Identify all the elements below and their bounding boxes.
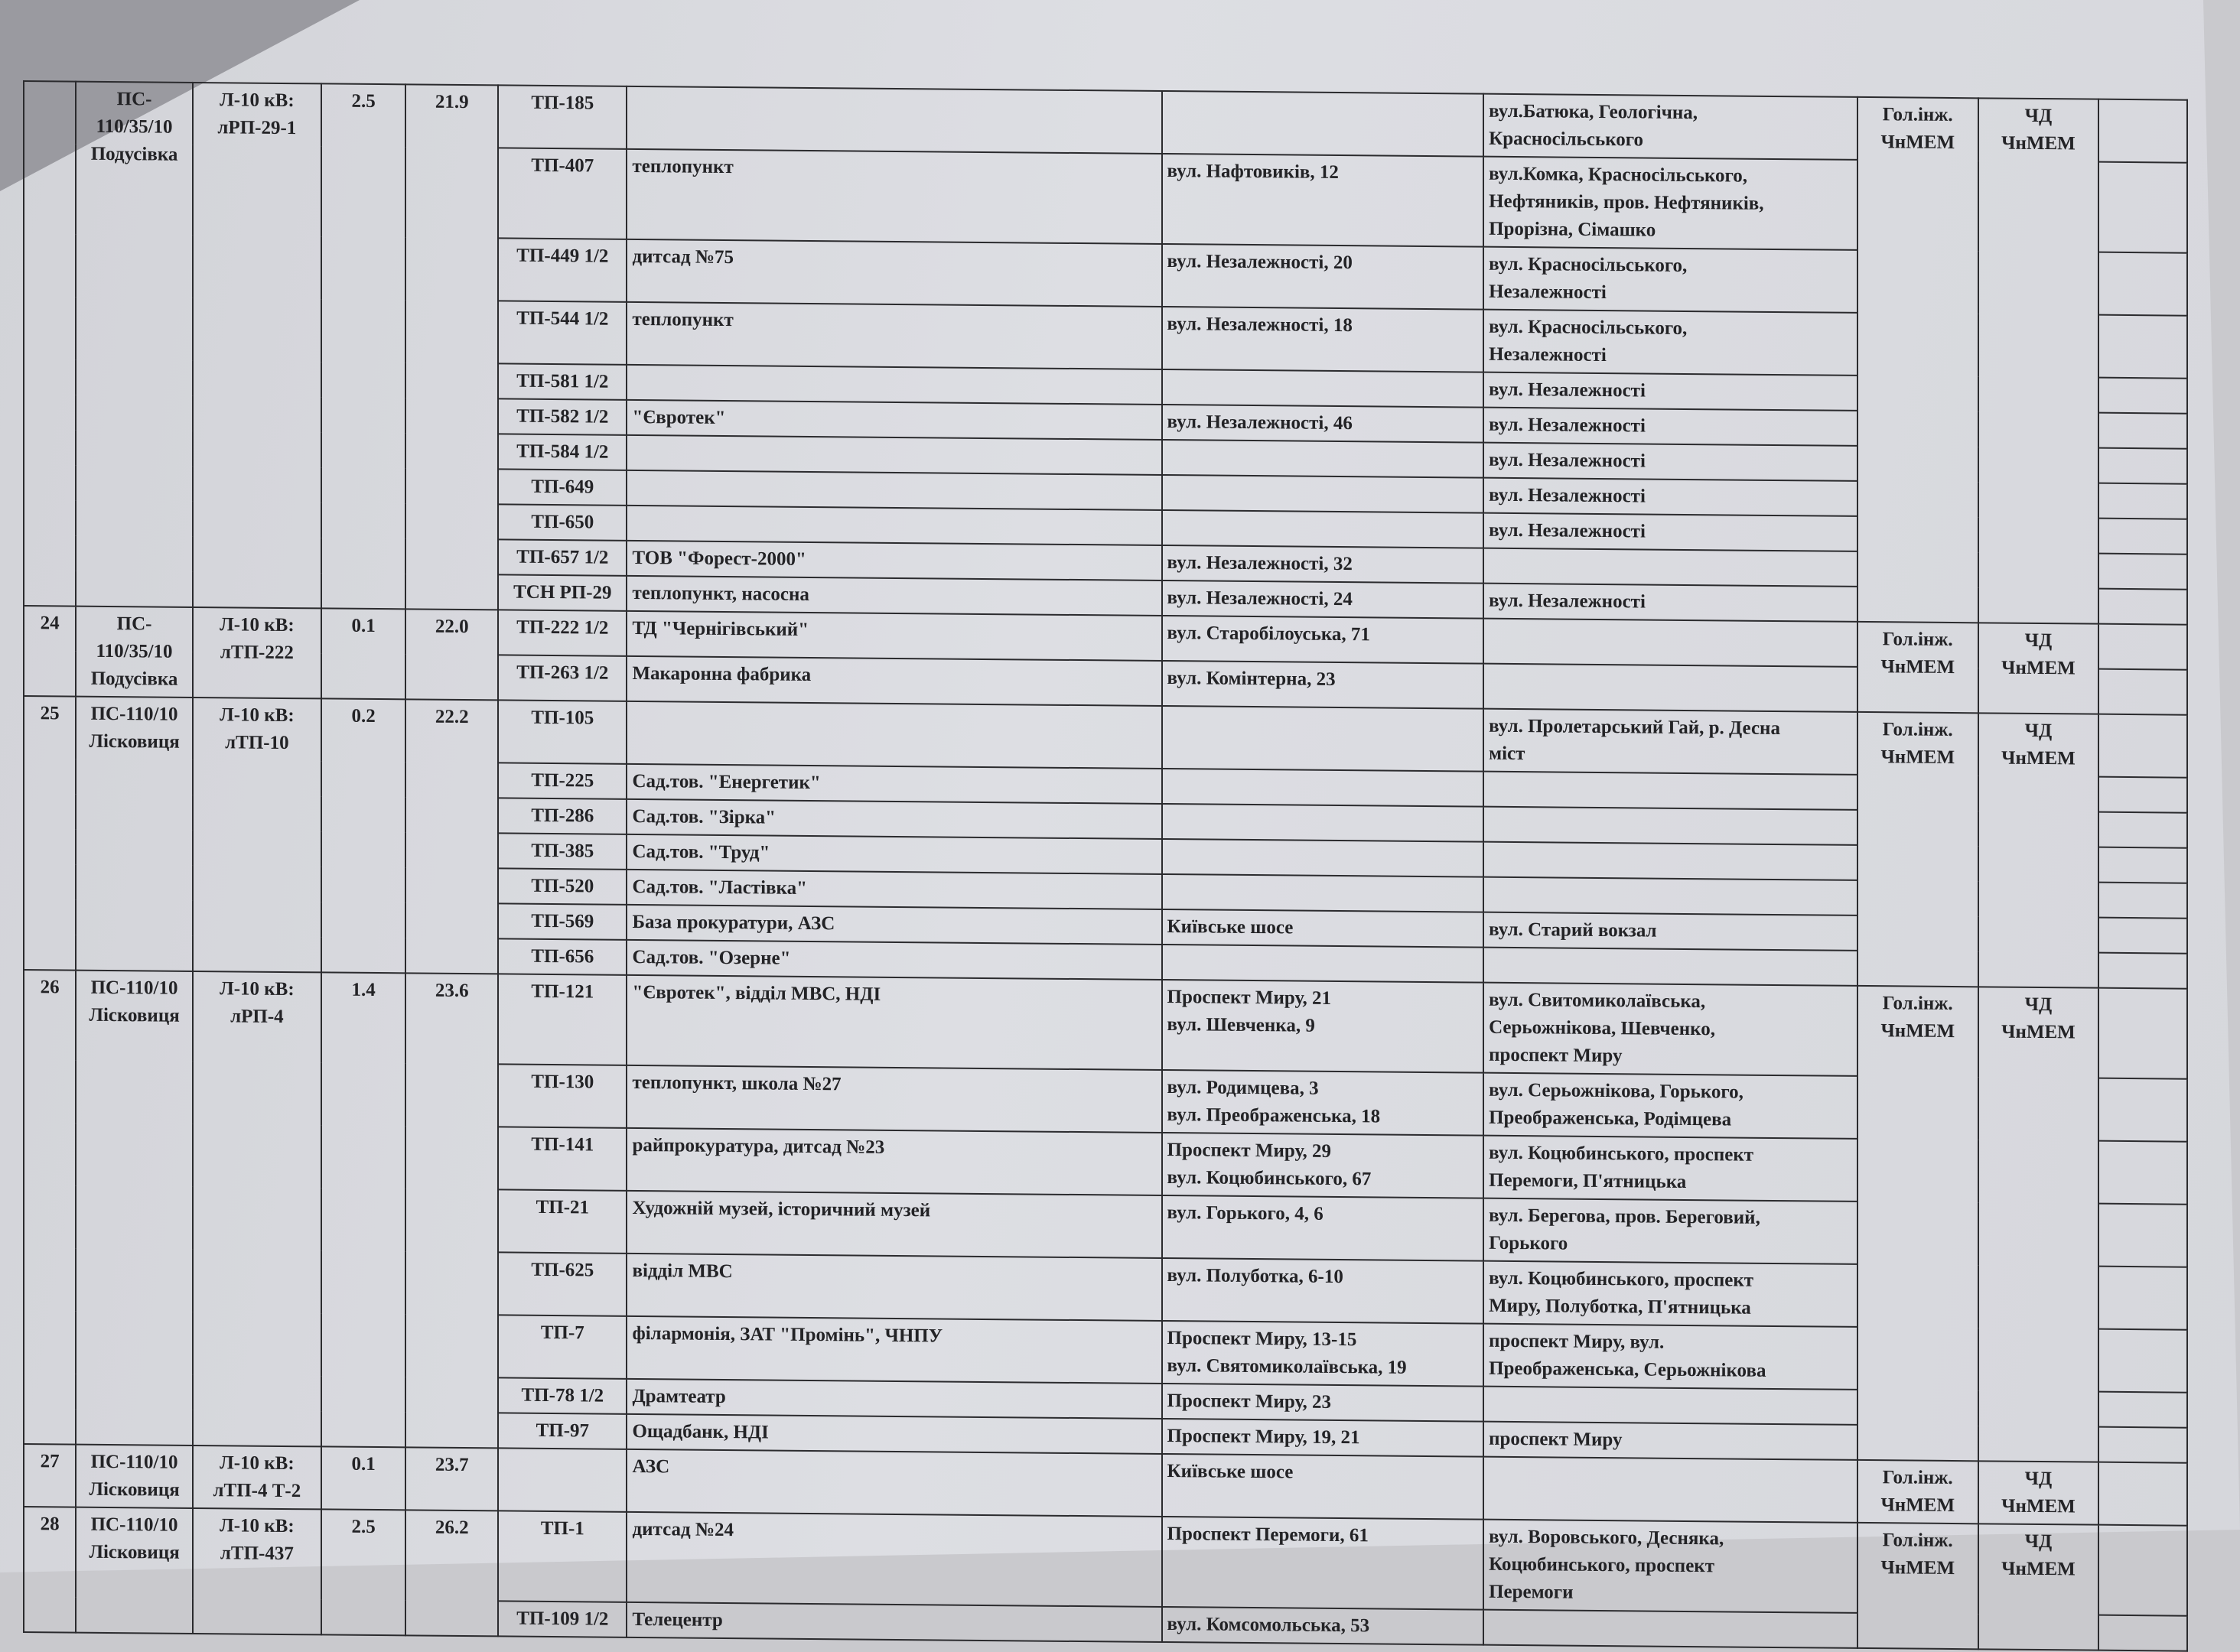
responsible-chief-engineer: Гол.інж. ЧнМЕМ (1857, 1523, 1978, 1649)
blank-cell (2098, 669, 2187, 715)
cumulative-load-value: 21.9 (405, 84, 498, 610)
consumer-name (627, 365, 1161, 405)
responsible-dispatcher: ЧД ЧнМЕМ (1978, 623, 2099, 714)
affected-streets: вул. Берегова, пров. Береговий, Горького (1483, 1198, 1857, 1264)
transformer-station: ТП-263 1/2 (498, 655, 627, 701)
transformer-station: ТСН РП-29 (498, 574, 627, 610)
consumer-address: вул. Комінтерна, 23 (1162, 661, 1484, 709)
affected-streets (1483, 1610, 1857, 1648)
blank-cell (2098, 519, 2187, 554)
feeder-line: Л-10 кВ: лТП-222 (193, 607, 321, 698)
consumer-address: вул. Незалежності, 18 (1162, 307, 1484, 372)
feeder-line: Л-10 кВ: лТП-437 (193, 1508, 321, 1634)
blank-cell (2098, 988, 2187, 1079)
consumer-name: Художній музей, історичний музей (627, 1191, 1161, 1258)
transformer-station: ТП-656 (498, 938, 627, 974)
consumer-address: Проспект Миру, 23 (1162, 1384, 1484, 1422)
consumer-name: Драмтеатр (627, 1379, 1161, 1419)
load-value: 2.5 (321, 83, 405, 609)
consumer-address: Проспект Миру, 21 вул. Шевченка, 9 (1162, 980, 1484, 1073)
consumer-name: Сад.тов. "Зірка" (627, 799, 1161, 839)
affected-streets: вул. Незалежності (1483, 408, 1857, 446)
affected-streets (1483, 548, 1857, 587)
consumer-address (1162, 475, 1484, 513)
transformer-station: ТП-130 (498, 1064, 627, 1127)
transformer-station: ТП-185 (498, 85, 627, 148)
blank-cell (2098, 1392, 2187, 1428)
affected-streets (1483, 877, 1857, 915)
consumer-address: Проспект Миру, 29 вул. Коцюбинського, 67 (1162, 1133, 1484, 1198)
blank-cell (2098, 315, 2187, 379)
blank-cell (2098, 1267, 2187, 1330)
consumer-name: Сад.тов. "Ластівка" (627, 870, 1161, 909)
affected-streets (1483, 1387, 1857, 1425)
blank-cell (2098, 162, 2187, 253)
affected-streets: вул. Незалежності (1483, 478, 1857, 516)
consumer-address: вул. Незалежності, 46 (1162, 405, 1484, 443)
consumer-address (1162, 874, 1484, 912)
consumer-address: вул. Комсомольська, 53 (1162, 1607, 1484, 1645)
blank-cell (2098, 252, 2187, 316)
blank-cell (2098, 554, 2187, 590)
blank-cell (2098, 1204, 2187, 1267)
affected-streets: вул. Незалежності (1483, 443, 1857, 481)
transformer-station: ТП-222 1/2 (498, 610, 627, 655)
blank-cell (2098, 1615, 2187, 1651)
affected-streets: проспект Миру, вул. Преображенська, Серьожнікова (1483, 1324, 1857, 1390)
consumer-name: "Євротек" (627, 400, 1161, 440)
blank-cell (2098, 1141, 2187, 1205)
transformer-station: ТП-121 (498, 974, 627, 1065)
transformer-station: ТП-407 (498, 148, 627, 239)
consumer-name: Ощадбанк, НДІ (627, 1414, 1161, 1454)
consumer-name: філармонія, ЗАТ "Промінь", ЧНПУ (627, 1316, 1161, 1384)
consumer-address: вул. Старобілоуська, 71 (1162, 616, 1484, 664)
blank-cell (2098, 378, 2187, 414)
consumer-address: Проспект Перемоги, 61 (1162, 1517, 1484, 1610)
transformer-station: ТП-97 (498, 1413, 627, 1449)
blank-cell (2098, 714, 2187, 778)
consumer-name (627, 470, 1161, 510)
cumulative-load-value: 22.2 (405, 699, 498, 974)
group-number: 26 (24, 970, 76, 1445)
cumulative-load-value: 23.7 (405, 1447, 498, 1511)
transformer-station: ТП-520 (498, 868, 627, 904)
transformer-station (498, 1448, 627, 1511)
blank-cell (2098, 624, 2187, 670)
consumer-name: ТД "Чернігівський" (627, 611, 1161, 661)
affected-streets (1483, 807, 1857, 845)
transformer-station: ТП-657 1/2 (498, 539, 627, 575)
blank-cell (2098, 777, 2187, 813)
consumer-name: теплопункт, насосна (627, 576, 1161, 616)
consumer-address (1162, 510, 1484, 548)
affected-streets (1483, 772, 1857, 810)
consumer-name: База прокуратури, АЗС (627, 905, 1161, 945)
responsible-dispatcher: ЧД ЧнМЕМ (1978, 98, 2099, 623)
cumulative-load-value: 26.2 (405, 1510, 498, 1636)
consumer-address: вул. Родимцева, 3 вул. Преображенська, 18 (1162, 1070, 1484, 1136)
affected-streets: вул. Свитомиколаївська, Серьожнікова, Шевченко, проспект Миру (1483, 983, 1857, 1076)
affected-streets (1483, 948, 1857, 986)
group-number: 25 (24, 696, 76, 971)
consumer-address: вул. Незалежності, 32 (1162, 545, 1484, 584)
load-value: 0.1 (321, 1446, 405, 1510)
affected-streets: вул. Старий вокзал (1483, 912, 1857, 951)
consumer-name: дитсад №24 (627, 1512, 1161, 1607)
blank-cell (2098, 883, 2187, 919)
group-number: 27 (24, 1444, 76, 1507)
responsible-chief-engineer: Гол.інж. ЧнМЕМ (1857, 622, 1978, 713)
blank-cell (2098, 99, 2187, 163)
group-number: 28 (24, 1507, 76, 1633)
affected-streets: вул. Пролетарський Гай, р. Десна міст (1483, 709, 1857, 775)
transformer-station: ТП-225 (498, 763, 627, 798)
consumer-name (627, 86, 1161, 154)
responsible-dispatcher: ЧД ЧнМЕМ (1978, 987, 2099, 1462)
consumer-name: райпрокуратура, дитсад №23 (627, 1128, 1161, 1195)
responsible-chief-engineer: Гол.інж. ЧнМЕМ (1857, 986, 1978, 1461)
transformer-station: ТП-584 1/2 (498, 434, 627, 470)
transformer-station: ТП-582 1/2 (498, 398, 627, 434)
consumer-name: Сад.тов. "Труд" (627, 834, 1161, 874)
affected-streets: вул. Коцюбинського, проспект Миру, Полуботка, П'ятницька (1483, 1261, 1857, 1327)
consumer-name (627, 435, 1161, 475)
affected-streets: проспект Миру (1483, 1422, 1857, 1460)
consumer-name: теплопункт (627, 149, 1161, 244)
transformer-station: ТП-1 (498, 1511, 627, 1602)
responsible-dispatcher: ЧД ЧнМЕМ (1978, 1461, 2099, 1524)
substation-name: ПС-110/10 Лісковиця (76, 1507, 192, 1634)
substation-name: ПС-110/10 Лісковиця (76, 1445, 192, 1508)
consumer-name: Телецентр (627, 1602, 1161, 1642)
consumer-address: Київське шосе (1162, 909, 1484, 948)
consumer-name: Сад.тов. "Енергетик" (627, 764, 1161, 804)
blank-cell (2098, 1078, 2187, 1142)
transformer-station: ТП-141 (498, 1127, 627, 1190)
responsible-chief-engineer: Гол.інж. ЧнМЕМ (1857, 1460, 1978, 1524)
consumer-address (1162, 804, 1484, 842)
group-number (24, 81, 76, 606)
load-value: 0.2 (321, 698, 405, 973)
feeder-line: Л-10 кВ: лРП-4 (193, 971, 321, 1446)
affected-streets: вул. Незалежності (1483, 372, 1857, 411)
substation-name: ПС- 110/35/10 Подусівка (76, 606, 192, 698)
transformer-station: ТП-7 (498, 1315, 627, 1378)
consumer-name: теплопункт, школа №27 (627, 1065, 1161, 1133)
affected-streets (1483, 842, 1857, 880)
consumer-address: Проспект Миру, 13-15 вул. Святомиколаївська, 19 (1162, 1321, 1484, 1387)
feeder-line: Л-10 кВ: лРП-29-1 (193, 83, 321, 608)
power-outage-schedule-table (23, 80, 2188, 1652)
blank-cell (2098, 953, 2187, 989)
consumer-address (1162, 440, 1484, 478)
table-row (24, 970, 2187, 1079)
feeder-line: Л-10 кВ: лТП-10 (193, 698, 321, 972)
consumer-name (627, 701, 1161, 769)
affected-streets: вул. Серьожнікова, Горького, Преображенська, Родімцева (1483, 1073, 1857, 1139)
transformer-station: ТП-650 (498, 504, 627, 540)
consumer-name: ТОВ "Форест-2000" (627, 541, 1161, 580)
load-value: 2.5 (321, 1509, 405, 1635)
transformer-station: ТП-105 (498, 700, 627, 763)
affected-streets: вул. Коцюбинського, проспект Перемоги, П'ятницька (1483, 1136, 1857, 1202)
transformer-station: ТП-581 1/2 (498, 363, 627, 399)
consumer-address: вул. Незалежності, 24 (1162, 580, 1484, 619)
cumulative-load-value: 23.6 (405, 973, 498, 1448)
affected-streets: вул. Незалежності (1483, 584, 1857, 622)
consumer-address: вул. Полуботка, 6-10 (1162, 1258, 1484, 1324)
responsible-chief-engineer: Гол.інж. ЧнМЕМ (1857, 712, 1978, 987)
consumer-name: теплопункт (627, 302, 1161, 369)
feeder-line: Л-10 кВ: лТП-4 Т-2 (193, 1446, 321, 1509)
responsible-dispatcher: ЧД ЧнМЕМ (1978, 1524, 2099, 1650)
transformer-station: ТП-544 1/2 (498, 301, 627, 364)
consumer-address (1162, 369, 1484, 408)
consumer-address: Проспект Миру, 19, 21 (1162, 1419, 1484, 1457)
consumer-address: вул. Горького, 4, 6 (1162, 1195, 1484, 1261)
consumer-address: вул. Нафтовиків, 12 (1162, 154, 1484, 247)
blank-cell (2098, 1329, 2187, 1393)
consumer-name: дитсад №75 (627, 239, 1161, 307)
affected-streets: вул. Воровського, Десняка, Коцюбинського, проспект Перемоги (1483, 1520, 1857, 1613)
table-row (24, 1507, 2187, 1616)
affected-streets (1483, 664, 1857, 712)
affected-streets: вул.Комка, Красносільського, Нефтяників, пров. Нефтяників, Прорізна, Сімашко (1483, 157, 1857, 250)
consumer-name (627, 506, 1161, 545)
responsible-chief-engineer: Гол.інж. ЧнМЕМ (1857, 97, 1978, 623)
consumer-name: Сад.тов. "Озерне" (627, 940, 1161, 980)
affected-streets: вул. Красносільського, Незалежності (1483, 310, 1857, 376)
cumulative-load-value: 22.0 (405, 609, 498, 700)
transformer-station: ТП-286 (498, 798, 627, 834)
blank-cell (2098, 448, 2187, 484)
affected-streets (1483, 619, 1857, 667)
load-value: 1.4 (321, 972, 405, 1447)
substation-name: ПС-110/10 Лісковиця (76, 697, 192, 971)
consumer-address (1162, 769, 1484, 807)
substation-name: ПС- 110/35/10 Подусівка (76, 82, 192, 607)
blank-cell (2098, 1427, 2187, 1463)
consumer-name: "Євротек", відділ МВС, НДІ (627, 975, 1161, 1070)
blank-cell (2098, 812, 2187, 848)
transformer-station: ТП-649 (498, 469, 627, 505)
blank-cell (2098, 413, 2187, 449)
affected-streets: вул. Незалежності (1483, 513, 1857, 551)
affected-streets (1483, 1457, 1857, 1523)
transformer-station: ТП-385 (498, 833, 627, 869)
transformer-station: ТП-449 1/2 (498, 238, 627, 301)
consumer-name: АЗС (627, 1449, 1161, 1517)
blank-cell (2098, 1525, 2187, 1616)
transformer-station: ТП-78 1/2 (498, 1377, 627, 1413)
consumer-address (1162, 945, 1484, 983)
load-value: 0.1 (321, 608, 405, 699)
consumer-address (1162, 706, 1484, 772)
blank-cell (2098, 918, 2187, 954)
consumer-address: Київське шосе (1162, 1454, 1484, 1520)
substation-name: ПС-110/10 Лісковиця (76, 971, 192, 1446)
consumer-name: відділ МВС (627, 1254, 1161, 1321)
transformer-station: ТП-625 (498, 1252, 627, 1315)
consumer-address: вул. Незалежності, 20 (1162, 244, 1484, 310)
affected-streets: вул. Красносільського, Незалежності (1483, 247, 1857, 313)
consumer-address (1162, 91, 1484, 157)
group-number: 24 (24, 606, 76, 697)
responsible-dispatcher: ЧД ЧнМЕМ (1978, 713, 2099, 987)
affected-streets: вул.Батюка, Геологічна, Красносільського (1483, 94, 1857, 160)
blank-cell (2098, 589, 2187, 625)
consumer-address (1162, 839, 1484, 877)
transformer-station: ТП-109 1/2 (498, 1601, 627, 1637)
transformer-station: ТП-21 (498, 1189, 627, 1253)
blank-cell (2098, 847, 2187, 883)
blank-cell (2098, 483, 2187, 519)
consumer-name: Макаронна фабрика (627, 656, 1161, 706)
transformer-station: ТП-569 (498, 903, 627, 939)
blank-cell (2098, 1462, 2187, 1526)
